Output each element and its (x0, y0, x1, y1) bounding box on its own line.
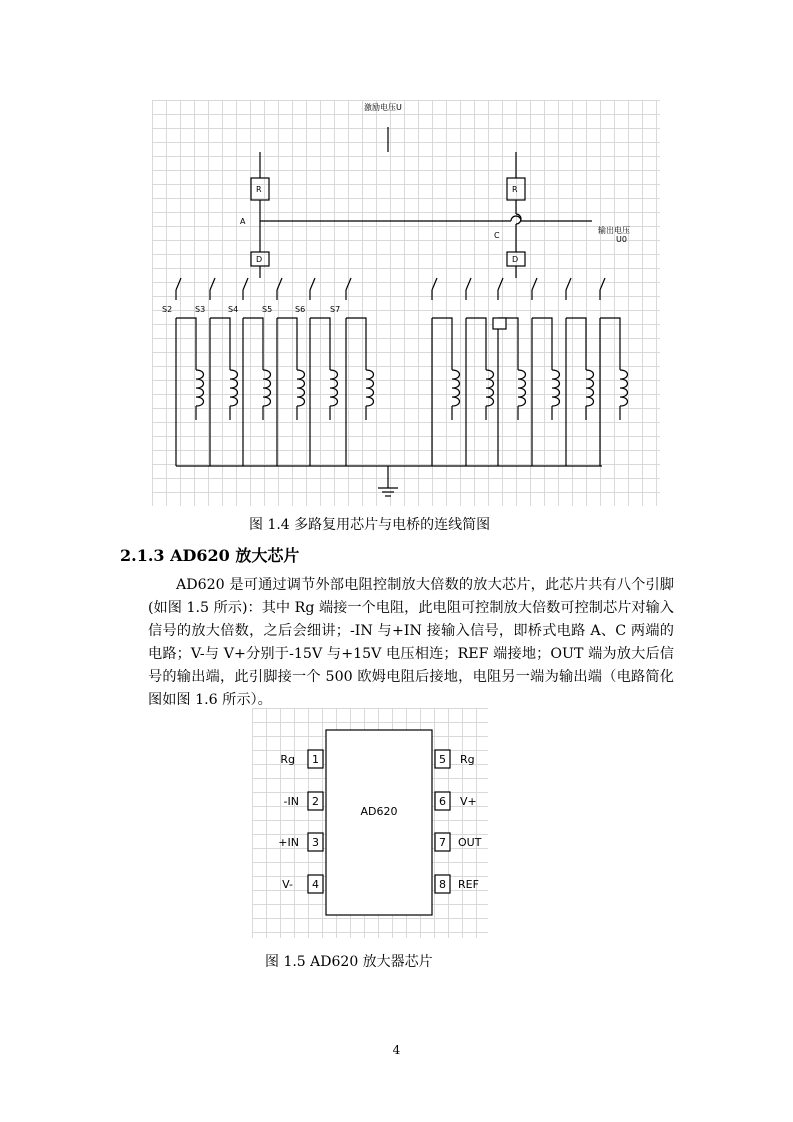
figure-1-4-caption: 图 1.4 多路复用芯片与电桥的连线简图 (249, 517, 491, 533)
page-number: 4 (392, 1043, 401, 1057)
node-a-label: A (240, 217, 246, 226)
switch-contact (532, 318, 552, 330)
pin-5-number: 5 (439, 753, 446, 766)
pin-3-number: 3 (312, 836, 319, 849)
switch-label-s7: S7 (330, 305, 341, 314)
pin-1-number: 1 (312, 753, 319, 766)
switch-label-s5: S5 (262, 305, 273, 314)
inductor-coil-icon (297, 370, 305, 406)
switch-lever (498, 278, 503, 290)
switch-contact (277, 318, 297, 330)
switch-contact (600, 318, 620, 330)
pin-3-label: +IN (278, 836, 299, 849)
inductor-coil-icon (552, 370, 560, 406)
inductor-coil-icon (196, 370, 204, 406)
switch-label-s3: S3 (195, 305, 206, 314)
switch-lever (566, 278, 571, 290)
selected-contact (493, 318, 506, 329)
ad620-pinout-diagram (252, 708, 488, 938)
switch-label-s4: S4 (228, 305, 239, 314)
inductor-coil-icon (330, 370, 338, 406)
switch-lever (600, 278, 605, 290)
section-paragraph (148, 574, 674, 712)
chip-body (326, 730, 432, 915)
switch-lever (210, 278, 215, 290)
switch-lever (277, 278, 282, 290)
inductor-coil-icon (452, 370, 460, 406)
switch-contact (466, 318, 486, 330)
inductor-coil-icon (486, 370, 494, 406)
output-voltage-symbol: U0 (616, 235, 627, 244)
inductor-coil-icon (263, 370, 271, 406)
switch-lever (310, 278, 315, 290)
pin-1-label: Rg (280, 753, 295, 766)
switch-lever (466, 278, 471, 290)
excitation-voltage-label: 激励电压U (364, 103, 402, 112)
switch-lever (346, 278, 351, 290)
pin-6-number: 6 (439, 795, 446, 808)
section-heading: 2.1.3 AD620 放大芯片 (120, 546, 300, 565)
inductor-coil-icon (230, 370, 238, 406)
pin-8-number: 8 (439, 878, 446, 891)
switch-contact (176, 318, 196, 330)
switch-contact (243, 318, 263, 330)
pin-4-label: V- (282, 878, 293, 891)
paragraph-text: AD620 是可通过调节外部电阻控制放大倍数的放大芯片，此芯片共有八个引脚(如图 1.5 所示)：其中 Rg 端接一个电阻，此电阻可控制放大倍数可控制芯片对输入信号的放大倍数，之后会细讲；-IN 与+IN 接输入信号，即桥式电路 A、C 两端的电路；V-与 V+分别于-15V 与+15V 电压相连；REF 端接地；OUT 端为放大后信号的输出端，此引脚接一个 500 欧姆电阻后接地，电阻另一端为输出端（电路简化图如图 1.6 所示）。 (148, 577, 674, 708)
pin-7-label: OUT (458, 836, 482, 849)
chip-name-label: AD620 (360, 805, 398, 818)
bridge-circuit-diagram (152, 100, 660, 506)
pin-6-label: V+ (460, 795, 477, 808)
switch-contact (210, 318, 230, 330)
pin-2-label: -IN (283, 795, 299, 808)
switch-label-s2: S2 (162, 305, 173, 314)
diode-left-label: D (256, 255, 263, 264)
pin-7-number: 7 (439, 836, 446, 849)
switch-contact (566, 318, 586, 330)
switch-lever (532, 278, 537, 290)
switch-label-s6: S6 (295, 305, 306, 314)
switch-contact (432, 318, 452, 330)
resistor-left-label: R (256, 185, 262, 194)
output-voltage-label: 输出电压 (598, 226, 630, 235)
inductor-coil-icon (518, 370, 526, 406)
pin-4-number: 4 (312, 878, 319, 891)
inductor-coil-icon (620, 370, 628, 406)
switch-lever (432, 278, 437, 290)
switch-lever (243, 278, 248, 290)
figure-1-5 (252, 708, 488, 938)
figure-1-5-caption: 图 1.5 AD620 放大器芯片 (265, 954, 433, 970)
node-c-label: C (494, 231, 500, 240)
resistor-right-label: R (512, 185, 518, 194)
pin-5-label: Rg (460, 753, 475, 766)
inductor-coil-icon (586, 370, 594, 406)
diode-right-label: D (512, 255, 519, 264)
switch-lever (176, 278, 181, 290)
switch-contact (346, 318, 366, 330)
pin-2-number: 2 (312, 795, 319, 808)
inductor-coil-icon (366, 370, 374, 406)
figure-1-4 (152, 100, 660, 506)
pin-8-label: REF (458, 878, 479, 891)
switch-contact (310, 318, 330, 330)
